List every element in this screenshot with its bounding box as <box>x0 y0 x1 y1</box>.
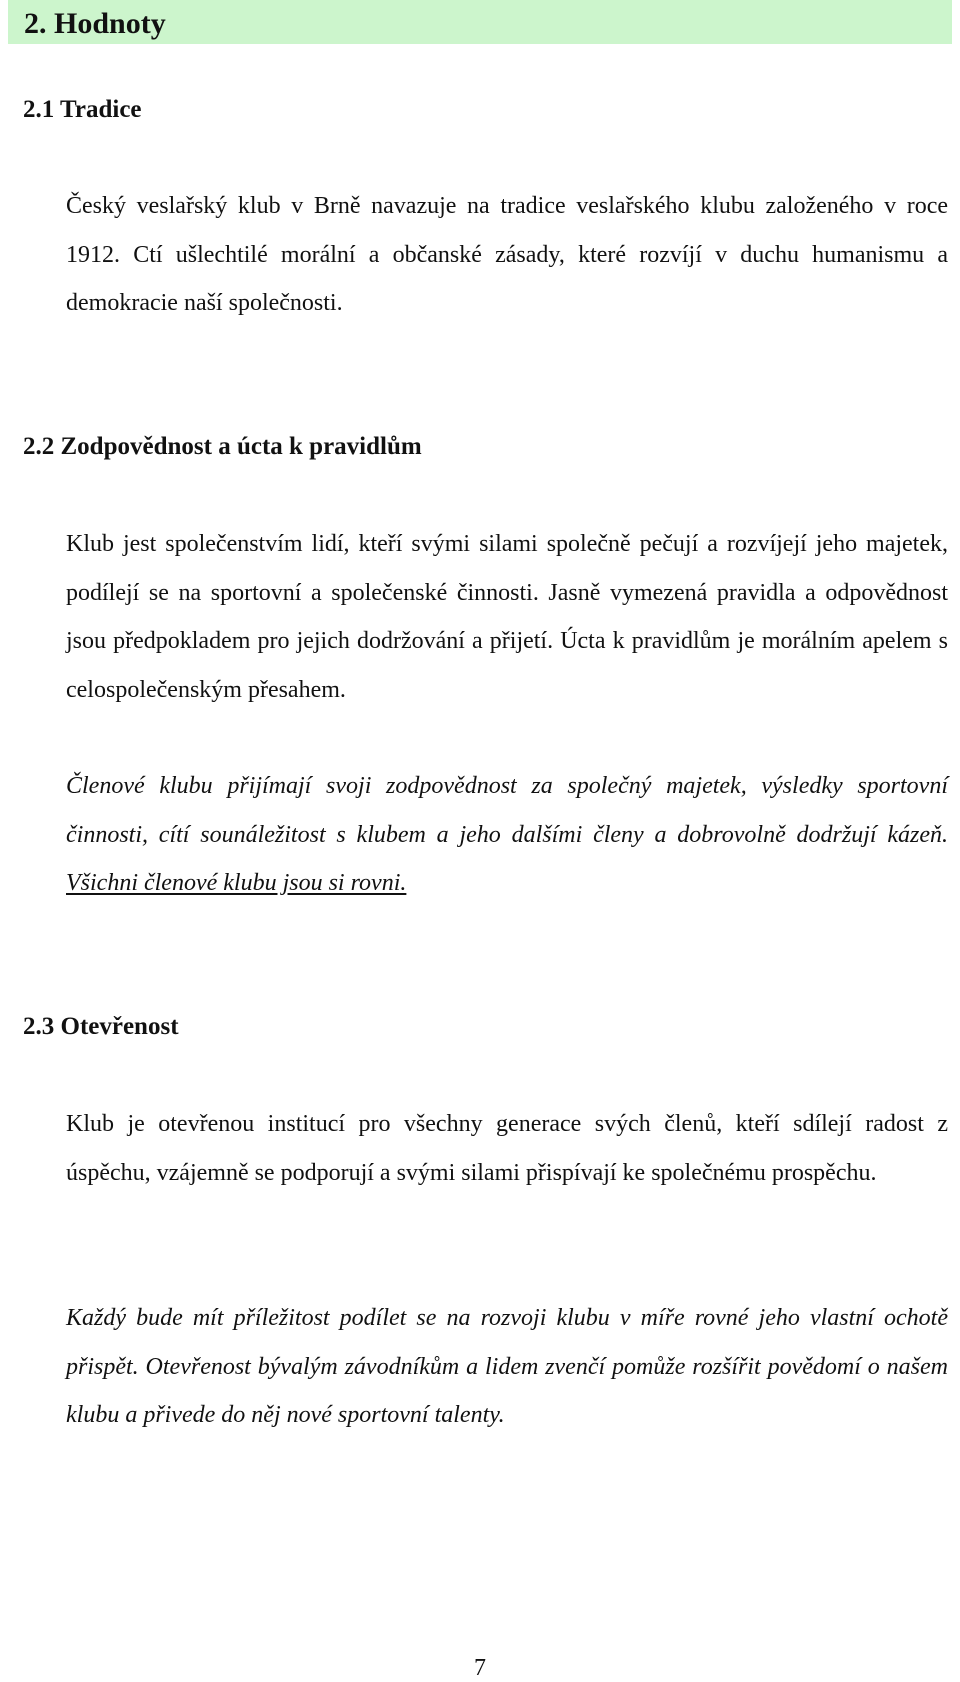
paragraph-zodpovednost-italic <box>66 762 948 908</box>
page-number: 7 <box>474 1655 486 1681</box>
italic-text-clenove: Členové klubu přijímají svoji zodpovědnost za společný majetek, výsledky sportovní činnosti, cítí sounáležitost s klubem a jeho dalšími členy a dobrovolně dodržují kázeň. <box>66 773 948 848</box>
chapter-title: 2. Hodnoty <box>24 7 166 40</box>
paragraph-tradice: Český veslařský klub v Brně navazuje na tradice veslařského klubu založeného v roce 1912. Ctí ušlechtilé morální a občanské zásady, které rozvíjí v duchu humanismu a demokracie naší společnosti. <box>66 193 948 316</box>
underlined-sentence-rovni: Všichni členové klubu jsou si rovni. <box>66 870 407 896</box>
chapter-header-bar <box>8 0 952 44</box>
paragraph-otevrenost: Klub je otevřenou institucí pro všechny generace svých členů, kteří sdílejí radost z úspěchu, vzájemně se podporují a svými silami přispívají ke společnému prospěchu. <box>66 1111 948 1186</box>
paragraph-otevrenost-italic: Každý bude mít příležitost podílet se na rozvoji klubu v míře rovné jeho vlastní ochotě přispět. Otevřenost bývalým závodníkům a lidem zvenčí pomůže rozšířit povědomí o našem klubu a přivede do něj nové sportovní talenty. <box>66 1305 948 1428</box>
paragraph-zodpovednost: Klub jest společenstvím lidí, kteří svými silami společně pečují a rozvíjejí jeho majetek, podílejí se na sportovní a společenské činnosti. Jasně vymezená pravidla a odpovědnost jsou předpokladem pro jejich dodržování a přijetí. Úcta k pravidlům je morálním apelem s celospolečenským přesahem. <box>66 531 948 703</box>
section-heading-zodpovednost: 2.2 Zodpovědnost a úcta k pravidlům <box>23 433 422 460</box>
section-heading-otevrenost: 2.3 Otevřenost <box>23 1013 179 1040</box>
section-heading-tradice: 2.1 Tradice <box>23 96 142 123</box>
